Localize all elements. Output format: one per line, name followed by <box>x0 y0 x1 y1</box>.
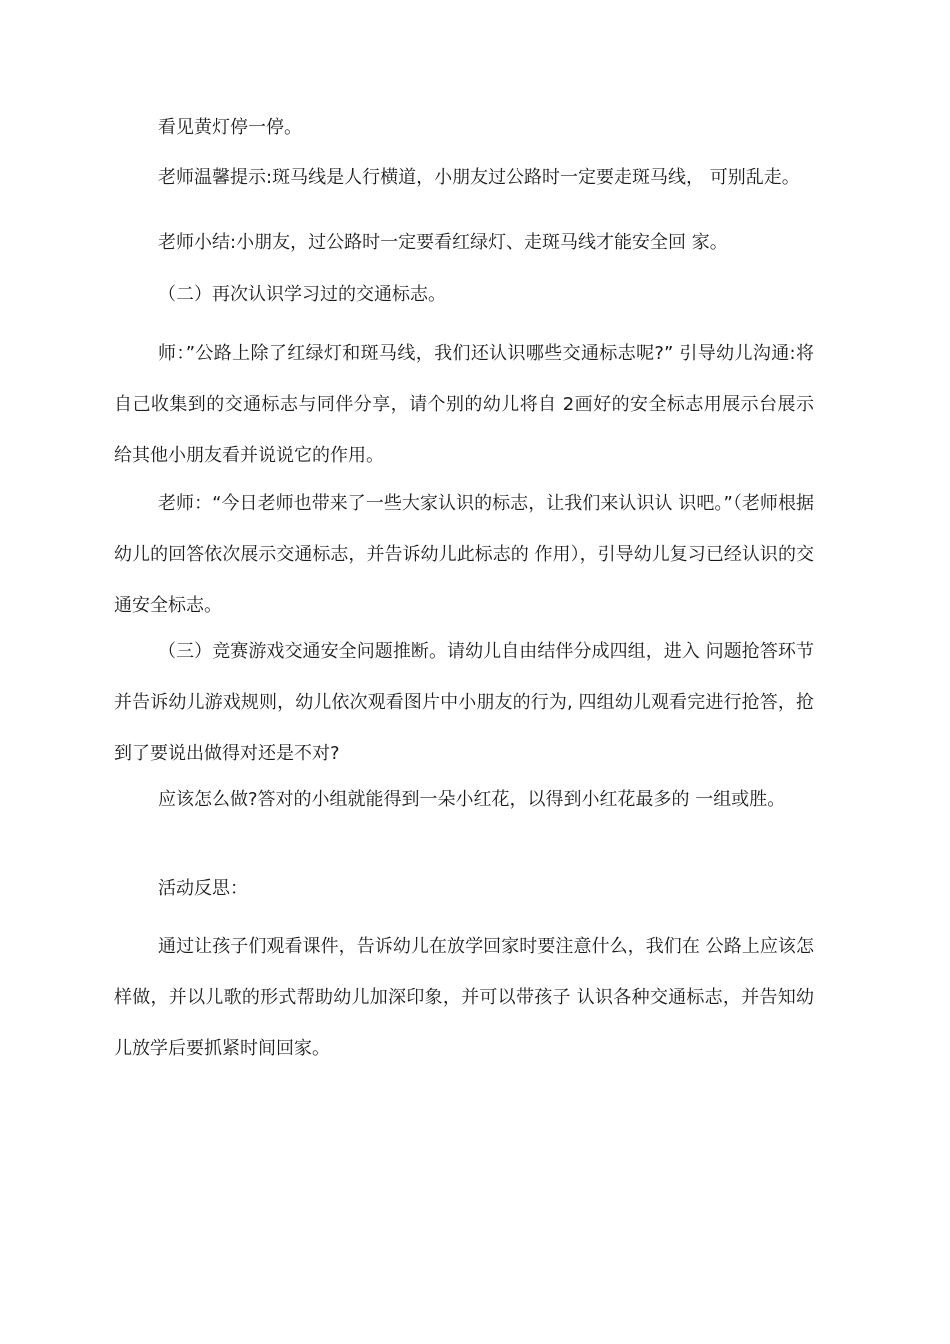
paragraph-traffic-signs-discussion: 师：”公路上除了红绿灯和斑马线，我们还认识哪些交通标志呢?” 引导幼儿沟通:将自己收集到的交通标志与同伴分享，请个别的幼儿将自 2画好的安全标志用展示台展示给其他小朋友看并说说它的作用。 <box>114 343 814 466</box>
section-heading-2: （二）再次认识学习过的交通标志。 <box>158 284 446 305</box>
paragraph-teacher-signs: 老师：“今日老师也带来了一些大家认识的标志，让我们来认识认 识吧。”（老师根据幼儿的回答依次展示交通标志，并告诉幼儿此标志的 作用），引导幼儿复习已经认识的交通安全标志。 <box>114 493 814 616</box>
paragraph-yellow-light: 看见黄灯停一停。 <box>158 117 302 138</box>
paragraph-teacher-summary: 老师小结:小朋友，过公路时一定要看红绿灯、走斑马线才能安全回 家。 <box>158 232 728 253</box>
paragraph-reflection: 通过让孩子们观看课件，告诉幼儿在放学回家时要注意什么，我们在 公路上应该怎样做，并以儿歌的形式帮助幼儿加深印象，并可以带孩子 认识各种交通标志，并告知幼儿放学后要抓紧时间回家。 <box>114 936 814 1059</box>
paragraph-quiz-scoring: 应该怎么做?答对的小组就能得到一朵小红花，以得到小红花最多的 一组或胜。 <box>158 789 786 810</box>
heading-activity-reflection: 活动反思： <box>158 878 248 899</box>
paragraph-teacher-tip: 老师温馨提示:斑马线是人行横道，小朋友过公路时一定要走斑马线， 可别乱走。 <box>158 167 800 188</box>
section-heading-3-quiz: （三）竞赛游戏交通安全问题推断。请幼儿自由结伴分成四组，进入 问题抢答环节并告诉幼儿游戏规则，幼儿依次观看图片中小朋友的行为, 四组幼儿观看完进行抢答，抢到了要说出做得对还是不对? <box>114 641 814 764</box>
